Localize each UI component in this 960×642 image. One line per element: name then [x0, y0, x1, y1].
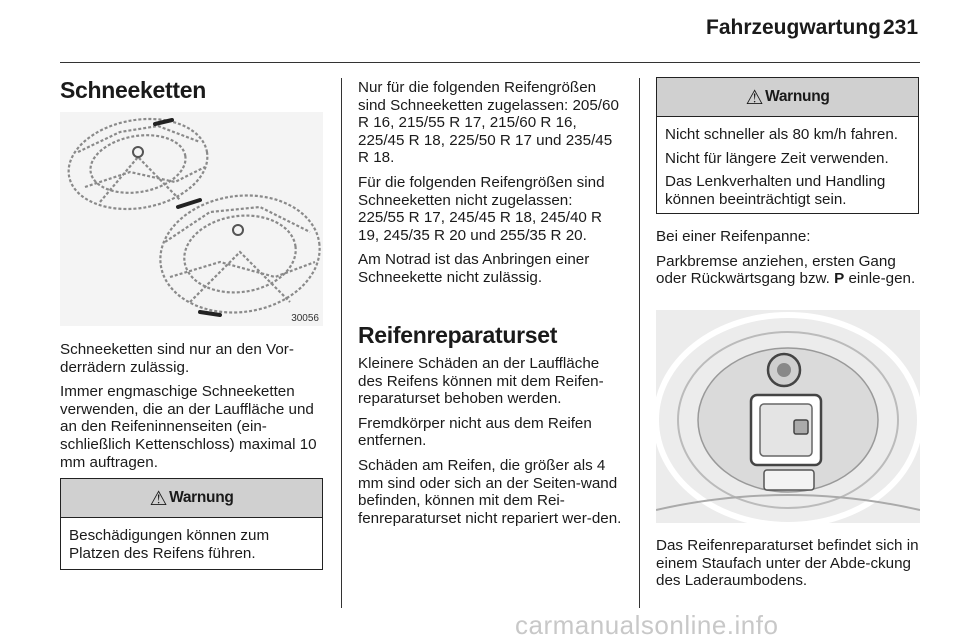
header-rule [60, 62, 920, 63]
caption-text: Das Reifenreparaturset befindet sich in einem Staufach unter der Abde-ckung des Laderaumbodens. [656, 537, 919, 590]
repair-kit-illustration [656, 310, 920, 523]
figure-code: 30056 [291, 313, 319, 324]
instruction-text-end: einle-gen. [844, 270, 916, 288]
paragraph: Am Notrad ist das Anbringen einer Schneekette nicht zulässig. [358, 251, 590, 286]
warning-box-left [60, 478, 323, 570]
left-column-text [60, 341, 326, 478]
section-title-repair-kit: Reifenreparaturset [358, 322, 558, 348]
snow-chains-illustration [60, 112, 323, 326]
section-title-snow-chains: Schneeketten [60, 77, 206, 103]
paragraph: Für die folgenden Reifengrößen sind Schneeketten nicht zugelassen: 225/55 R 17, 245/45 R 18, 245/40 R 19, 245/35 R 20 und 255/35 R 20. [358, 173, 605, 244]
middle-column-text-2 [358, 355, 622, 534]
right-column-text [656, 228, 920, 295]
warning-triangle-icon: ⚠ [745, 86, 764, 109]
instruction-text: Parkbremse anziehen, ersten Gang oder Rückwärtsgang bzw. [656, 252, 896, 288]
column-divider-right [639, 78, 640, 608]
warning-triangle-icon: ⚠ [149, 487, 168, 510]
warning-line: Nicht schneller als 80 km/h fahren. [665, 126, 898, 143]
paragraph: Kleinere Schäden an der Lauffläche des Reifens können mit dem Reifen-reparaturset behoben werden. [358, 355, 604, 408]
paragraph: Schäden am Reifen, die größer als 4 mm sind oder sich an der Seiten-wand befinden, können mit dem Rei-fenreparaturset nicht repariert wer-den. [358, 456, 622, 527]
instruction-bold: P [834, 270, 845, 288]
middle-column-text [358, 79, 622, 294]
paragraph: Bei einer Reifenpanne: [656, 228, 811, 245]
warning-line: Das Lenkverhalten und Handling können beeinträchtigt sein. [665, 173, 886, 208]
warning-label: Warnung [765, 88, 830, 105]
warning-line: Nicht für längere Zeit verwenden. [665, 149, 889, 167]
warning-box-right [656, 77, 919, 214]
warning-text: Beschädigungen können zum Platzen des Reifens führen. [69, 527, 270, 562]
warning-label: Warnung [169, 489, 234, 506]
paragraph [656, 253, 920, 288]
warning-header [657, 78, 918, 117]
warning-body [657, 117, 918, 220]
column-divider-left [341, 78, 342, 608]
paragraph: Schneeketten sind nur an den Vor-derrädern zulässig. [60, 341, 294, 376]
paragraph: Immer engmaschige Schneeketten verwenden, die an der Lauffläche und an den Reifeninnenseiten (ein-schließlich Kettenschloss) maximal 10 mm auftragen. [60, 383, 317, 471]
page-number: 231 [883, 16, 919, 39]
warning-body [61, 518, 322, 574]
repair-kit-caption [656, 537, 920, 597]
watermark: carmanualsonline.info [515, 610, 779, 640]
snow-chains-figure [60, 112, 323, 326]
paragraph: Nur für die folgenden Reifengrößen sind Schneeketten zugelassen: 205/60 R 16, 215/55 R 17, 215/60 R 16, 225/45 R 18, 225/50 R 17 und 235/45 R 18. [358, 79, 619, 167]
repair-kit-figure [656, 310, 920, 523]
warning-header [61, 479, 322, 518]
paragraph: Fremdkörper nicht aus dem Reifen entfernen. [358, 414, 592, 450]
header-title: Fahrzeugwartung [706, 16, 882, 39]
